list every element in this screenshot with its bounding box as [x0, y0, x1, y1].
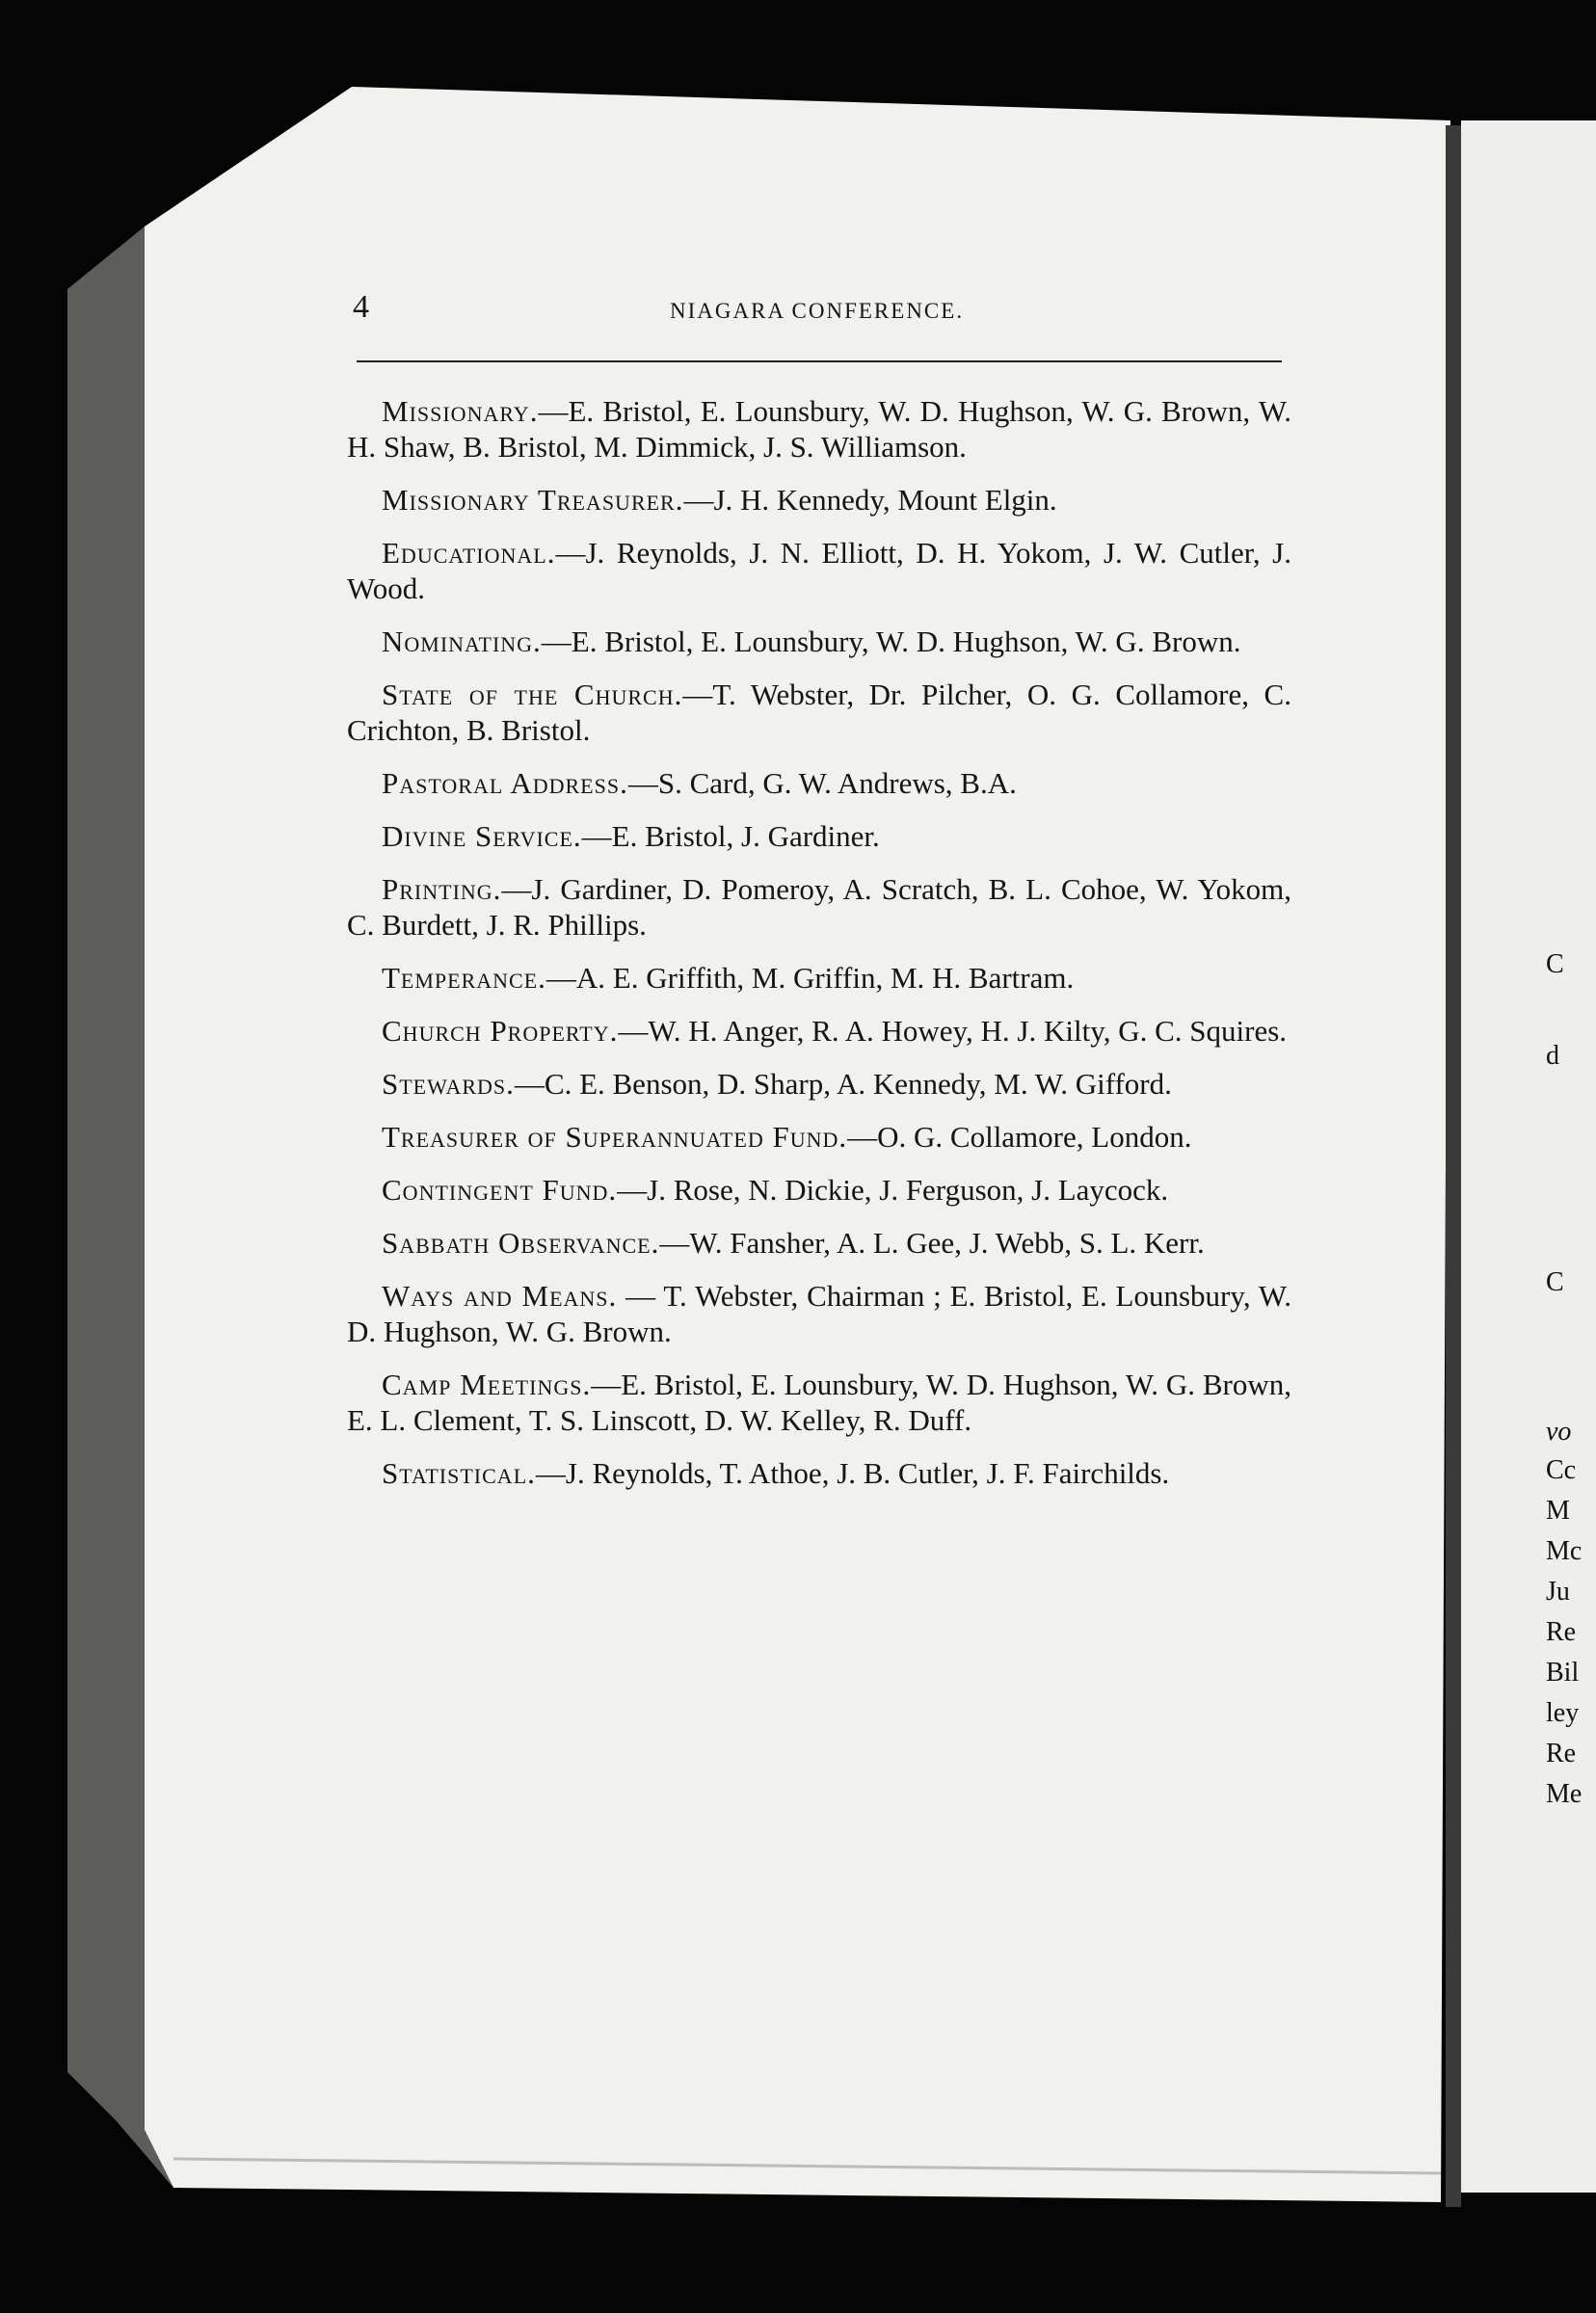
committee-members: —J. Reynolds, T. Athoe, J. B. Cutler, J. F. Fairchilds.: [535, 1456, 1170, 1490]
committee-name: Church Property.: [382, 1014, 619, 1048]
committee-members: —W. Fansher, A. L. Gee, J. Webb, S. L. Kerr.: [659, 1226, 1205, 1260]
committee-members: —S. Card, G. W. Andrews, B.A.: [627, 766, 1017, 800]
committee-members: —E. Bristol, E. Lounsbury, W. D. Hughson, W. G. Brown, E. L. Clement, T. S. Linscott, D. W. Kelley, R. Duff.: [347, 1368, 1292, 1437]
committee-name: Educational.: [382, 536, 556, 570]
committee-list: [347, 393, 1291, 1508]
committee-members: —J. Reynolds, J. N. Elliott, D. H. Yokom, J. W. Cutler, J. Wood.: [347, 536, 1291, 605]
committee-name: Nominating.: [382, 625, 542, 658]
committee-members: —O. G. Collamore, London.: [847, 1120, 1192, 1154]
committee-name: Sabbath Observance.: [382, 1226, 660, 1260]
edge-fragment: Bil: [1546, 1658, 1580, 1688]
edge-fragment: Re: [1546, 1617, 1577, 1647]
committee-name: Stewards.: [382, 1067, 515, 1101]
page-header: [347, 289, 1291, 347]
committee-entry: [347, 482, 1291, 518]
adjacent-page: [1461, 120, 1596, 2193]
committee-entry: [347, 871, 1291, 943]
committee-members: — T. Webster, Chairman ; E. Bristol, E. Lounsbury, W. D. Hughson, W. G. Brown.: [347, 1279, 1291, 1348]
edge-fragment: ley: [1546, 1698, 1580, 1728]
committee-name: Ways and Means.: [382, 1279, 618, 1313]
edge-fragment: M: [1546, 1496, 1570, 1526]
committee-entry: [347, 1367, 1291, 1438]
edge-fragment: Ju: [1546, 1577, 1570, 1607]
edge-fragment: Re: [1546, 1739, 1577, 1768]
committee-members: —E. Bristol, E. Lounsbury, W. D. Hughson, W. G. Brown.: [541, 625, 1241, 658]
committee-name: Missionary.: [382, 394, 539, 428]
committee-entry: [347, 624, 1291, 659]
committee-name: Statistical.: [382, 1456, 536, 1490]
page-content: [347, 289, 1292, 1490]
edge-fragment: Me: [1546, 1779, 1583, 1809]
committee-name: Divine Service.: [382, 819, 582, 853]
committee-name: Printing.: [382, 872, 502, 906]
committee-members: —J. H. Kennedy, Mount Elgin.: [683, 483, 1057, 517]
committee-entry: [347, 1172, 1291, 1208]
committee-members: —E. Bristol, J. Gardiner.: [581, 819, 880, 853]
committee-entry: [347, 1278, 1291, 1349]
committee-members: —W. H. Anger, R. A. Howey, H. J. Kilty, G. C. Squires.: [618, 1014, 1288, 1048]
committee-entry: [347, 1066, 1291, 1102]
committee-name: Contingent Fund.: [382, 1173, 618, 1207]
committee-name: Camp Meetings.: [382, 1368, 592, 1401]
committee-name: Temperance.: [382, 961, 546, 995]
committee-entry: [347, 765, 1291, 801]
committee-members: —C. E. Benson, D. Sharp, A. Kennedy, M. W. Gifford.: [514, 1067, 1172, 1101]
edge-fragment: C: [1546, 1267, 1564, 1297]
committee-members: —A. E. Griffith, M. Griffin, M. H. Bartram.: [545, 961, 1075, 995]
committee-name: Treasurer of Superannuated Fund.: [382, 1120, 848, 1154]
committee-entry: [347, 1455, 1291, 1491]
running-title: NIAGARA CONFERENCE.: [670, 299, 965, 323]
committee-entry: [347, 960, 1291, 996]
edge-fragment: Mc: [1546, 1536, 1583, 1566]
edge-fragment: Cc: [1546, 1455, 1577, 1485]
committee-entry: [347, 1225, 1291, 1261]
edge-fragment: d: [1546, 1041, 1559, 1071]
edge-fragment: C: [1546, 949, 1564, 979]
committee-name: Missionary Treasurer.: [382, 483, 684, 517]
committee-entry: [347, 535, 1291, 606]
page-number: 4: [353, 289, 369, 325]
committee-entry: [347, 677, 1291, 748]
committee-entry: [347, 393, 1291, 465]
committee-name: State of the Church.: [382, 678, 683, 711]
committee-members: —T. Webster, Dr. Pilcher, O. G. Collamore, C. Crichton, B. Bristol.: [347, 678, 1291, 747]
committee-name: Pastoral Address.: [382, 766, 628, 800]
committee-entry: [347, 1119, 1291, 1155]
header-rule: [357, 360, 1282, 362]
committee-members: —E. Bristol, E. Lounsbury, W. D. Hughson, W. G. Brown, W. H. Shaw, B. Bristol, M. Dimmick, J. S. Williamson.: [347, 394, 1291, 464]
committee-entry: [347, 1013, 1291, 1049]
binding-line: [1446, 125, 1461, 2207]
committee-entry: [347, 818, 1291, 854]
edge-fragment: vo: [1546, 1417, 1572, 1447]
committee-members: —J. Rose, N. Dickie, J. Ferguson, J. Laycock.: [617, 1173, 1169, 1207]
committee-members: —J. Gardiner, D. Pomeroy, A. Scratch, B. L. Cohoe, W. Yokom, C. Burdett, J. R. Phillips.: [347, 872, 1291, 942]
